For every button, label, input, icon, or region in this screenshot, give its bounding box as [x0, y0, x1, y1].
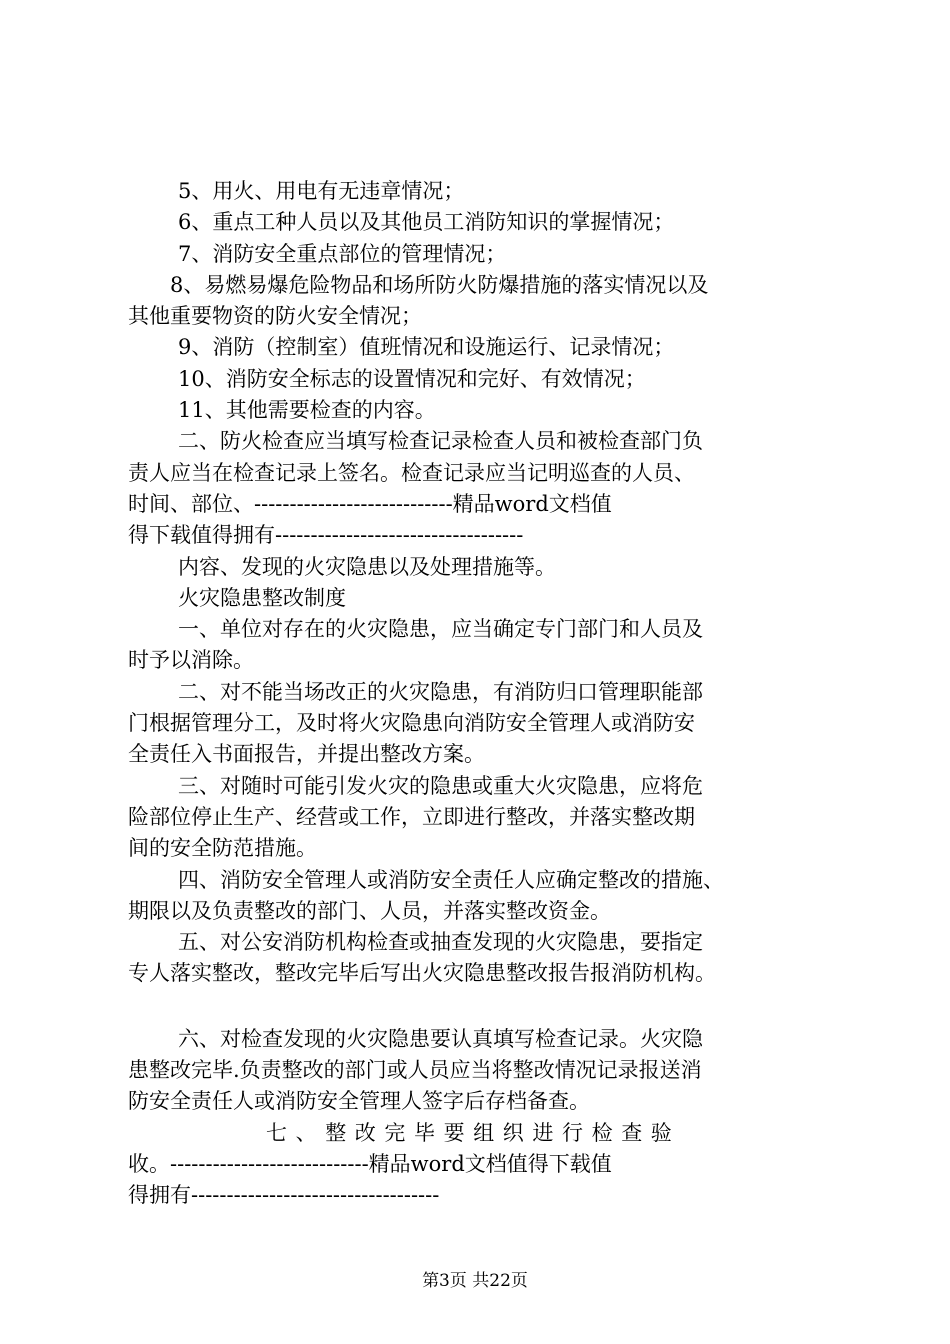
text-line: 11、其他需要检查的内容。 [178, 398, 436, 423]
text-line: 五、对公安消防机构检查或抽查发现的火灾隐患，要指定 [178, 930, 703, 955]
text-line: 内容、发现的火灾隐患以及处理措施等。 [178, 554, 556, 579]
text-line: 一、单位对存在的火灾隐患，应当确定专门部门和人员及 [178, 617, 703, 642]
text-line: 三、对随时可能引发火灾的隐患或重大火灾隐患，应将危 [178, 773, 703, 798]
text-line: 责人应当在检查记录上签名。检查记录应当记明巡查的人员、 [128, 460, 695, 485]
text-line: 6、重点工种人员以及其他员工消防知识的掌握情况； [178, 210, 675, 235]
document-body [128, 176, 840, 1212]
text-line: 患整改完毕.负责整改的部门或人员应当将整改情况记录报送消 [128, 1058, 702, 1083]
text-line: 得下载值得拥有----------------------------------- [128, 523, 524, 548]
text-line: 门根据管理分工，及时将火灾隐患向消防安全管理人或消防安 [128, 711, 695, 736]
text-line: 七、整改完毕要组织进行检查验 [266, 1120, 681, 1145]
text-line: 得拥有----------------------------------- [128, 1183, 440, 1208]
text-line: 10、消防安全标志的设置情况和完好、有效情况； [178, 366, 646, 391]
text-line: 9、消防（控制室）值班情况和设施运行、记录情况； [178, 335, 675, 360]
text-line: 其他重要物资的防火安全情况； [128, 304, 422, 329]
text-line: 全责任入书面报告，并提出整改方案。 [128, 742, 485, 767]
text-line: 专人落实整改，整改完毕后写出火灾隐患整改报告报消防机构。 [128, 961, 716, 986]
text-line: 六、对检查发现的火灾隐患要认真填写检查记录。火灾隐 [178, 1026, 703, 1051]
text-line: 四、消防安全管理人或消防安全责任人应确定整改的措施、 [178, 867, 724, 892]
text-line: 险部位停止生产、经营或工作，立即进行整改，并落实整改期 [128, 804, 695, 829]
text-line: 5、用火、用电有无违章情况； [178, 179, 465, 203]
text-line: 7、消防安全重点部位的管理情况； [178, 241, 507, 266]
text-line: 时予以消除。 [128, 648, 254, 673]
page-footer: 第3页 共22页 [422, 1271, 528, 1291]
paragraph-gap [128, 990, 840, 1024]
section-heading: 火灾隐患整改制度 [178, 585, 346, 610]
text-line: 防安全责任人或消防安全管理人签字后存档备查。 [128, 1089, 590, 1114]
text-line: 二、防火检查应当填写检查记录检查人员和被检查部门负 [178, 429, 703, 454]
text-line: 收。----------------------------精品word文档值得下载值 [128, 1151, 612, 1176]
text-line: 期限以及负责整改的部门、人员，并落实整改资金。 [128, 898, 611, 923]
text-line: 时间、部位、----------------------------精品word文档值 [128, 491, 612, 516]
text-line: 二、对不能当场改正的火灾隐患，有消防归口管理职能部 [178, 679, 703, 704]
text-line: 间的安全防范措施。 [128, 836, 317, 861]
text-line: 8、易燃易爆危险物品和场所防火防爆措施的落实情况以及 [170, 272, 709, 297]
